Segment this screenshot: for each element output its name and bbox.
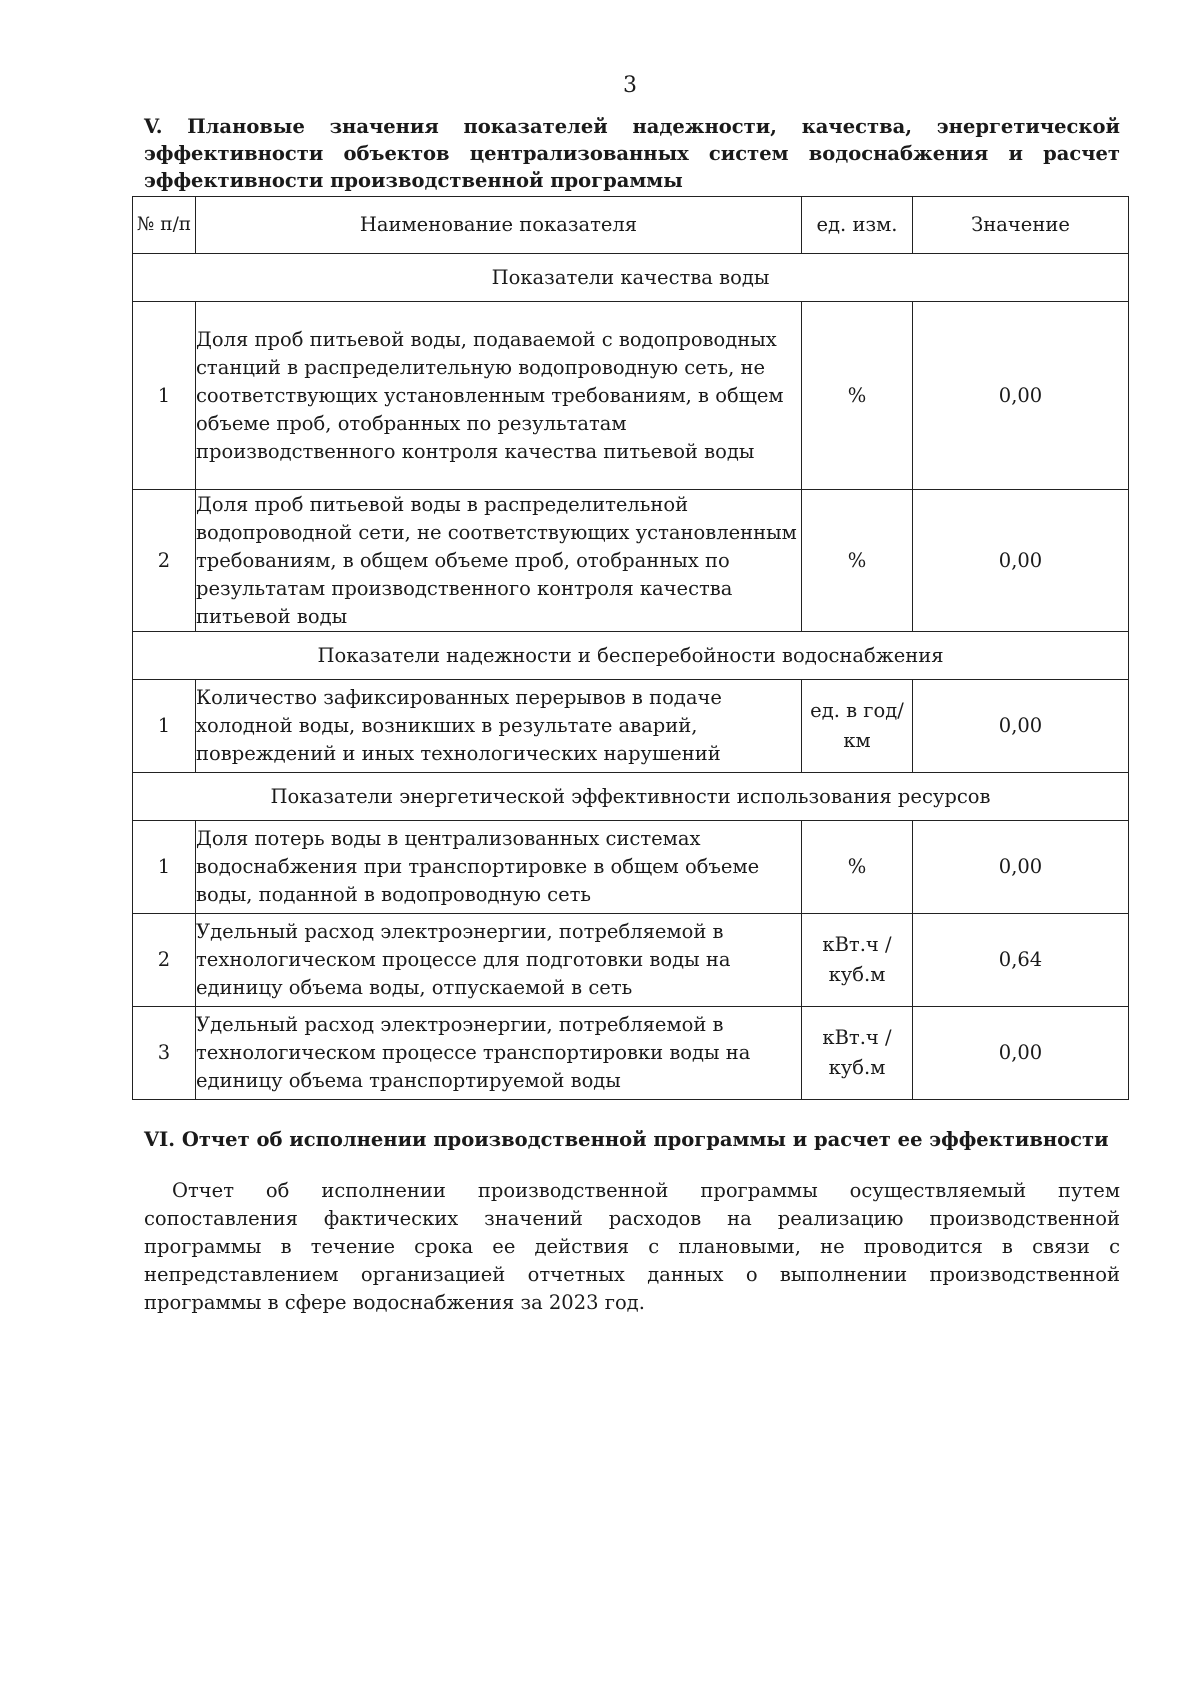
- row-value: 0,00: [913, 302, 1129, 490]
- group-row-energy: [133, 773, 1129, 821]
- row-num: 2: [133, 914, 196, 1007]
- group-title: Показатели энергетической эффективности использования ресурсов: [133, 773, 1129, 821]
- table-row: [133, 302, 1129, 490]
- row-name: Доля проб питьевой воды в распределительной водопроводной сети, не соответствующих установленным требованиям, в общем объеме проб, отобранных по результатам производственного контроля качества питьевой воды: [196, 490, 802, 632]
- row-unit: %: [802, 821, 913, 914]
- row-value: 0,00: [913, 1007, 1129, 1100]
- row-num: 1: [133, 302, 196, 490]
- row-name: Доля потерь воды в централизованных системах водоснабжения при транспортировке в общем объеме воды, поданной в водопроводную сеть: [196, 821, 802, 914]
- header-value: Значение: [913, 197, 1129, 254]
- row-value: 0,00: [913, 490, 1129, 632]
- row-unit: кВт.ч / куб.м: [802, 1007, 913, 1100]
- row-num: 1: [133, 680, 196, 773]
- page-number: 3: [623, 73, 637, 98]
- group-title: Показатели надежности и бесперебойности водоснабжения: [133, 632, 1129, 680]
- table-row: [133, 821, 1129, 914]
- section-vi-title: VI. Отчет об исполнении производственной программы и расчет ее эффективности: [144, 1128, 1109, 1151]
- row-name: Удельный расход электроэнергии, потребляемой в технологическом процессе транспортировки воды на единицу объема транспортируемой воды: [196, 1007, 802, 1100]
- header-name: Наименование показателя: [196, 197, 802, 254]
- row-unit: %: [802, 302, 913, 490]
- table-row: [133, 914, 1129, 1007]
- report-paragraph: Отчет об исполнении производственной программы осуществляемый путем сопоставления фактических значений расходов на реализацию производственной программы в течение срока ее действия с плановыми, не проводится в связи с непредставлением организацией отчетных данных о выполнении производственной программы в сфере водоснабжения за 2023 год.: [144, 1179, 1120, 1314]
- table-header-row: [133, 197, 1129, 254]
- group-row-reliability: [133, 632, 1129, 680]
- row-unit: кВт.ч / куб.м: [802, 914, 913, 1007]
- row-value: 0,64: [913, 914, 1129, 1007]
- row-value: 0,00: [913, 821, 1129, 914]
- row-num: 1: [133, 821, 196, 914]
- table-row: [133, 680, 1129, 773]
- table-row: [133, 1007, 1129, 1100]
- section-v-title: V. Плановые значения показателей надежности, качества, энергетической эффективности объектов централизованных систем водоснабжения и расчет эффективности производственной программы: [144, 115, 1120, 192]
- header-unit: ед. изм.: [802, 197, 913, 254]
- header-num: № п/п: [133, 197, 196, 254]
- row-num: 2: [133, 490, 196, 632]
- group-title: Показатели качества воды: [133, 254, 1129, 302]
- row-num: 3: [133, 1007, 196, 1100]
- row-unit: %: [802, 490, 913, 632]
- row-unit: ед. в год/ км: [802, 680, 913, 773]
- indicators-table: [132, 196, 1129, 1100]
- table-row: [133, 490, 1129, 632]
- row-value: 0,00: [913, 680, 1129, 773]
- row-name: Удельный расход электроэнергии, потребляемой в технологическом процессе для подготовки воды на единицу объема воды, отпускаемой в сеть: [196, 914, 802, 1007]
- group-row-quality: [133, 254, 1129, 302]
- row-name: Доля проб питьевой воды, подаваемой с водопроводных станций в распределительную водопроводную сеть, не соответствующих установленным требованиям, в общем объеме проб, отобранных по результатам производственного контроля качества питьевой воды: [196, 302, 802, 490]
- row-name: Количество зафиксированных перерывов в подаче холодной воды, возникших в результате аварий, повреждений и иных технологических нарушений: [196, 680, 802, 773]
